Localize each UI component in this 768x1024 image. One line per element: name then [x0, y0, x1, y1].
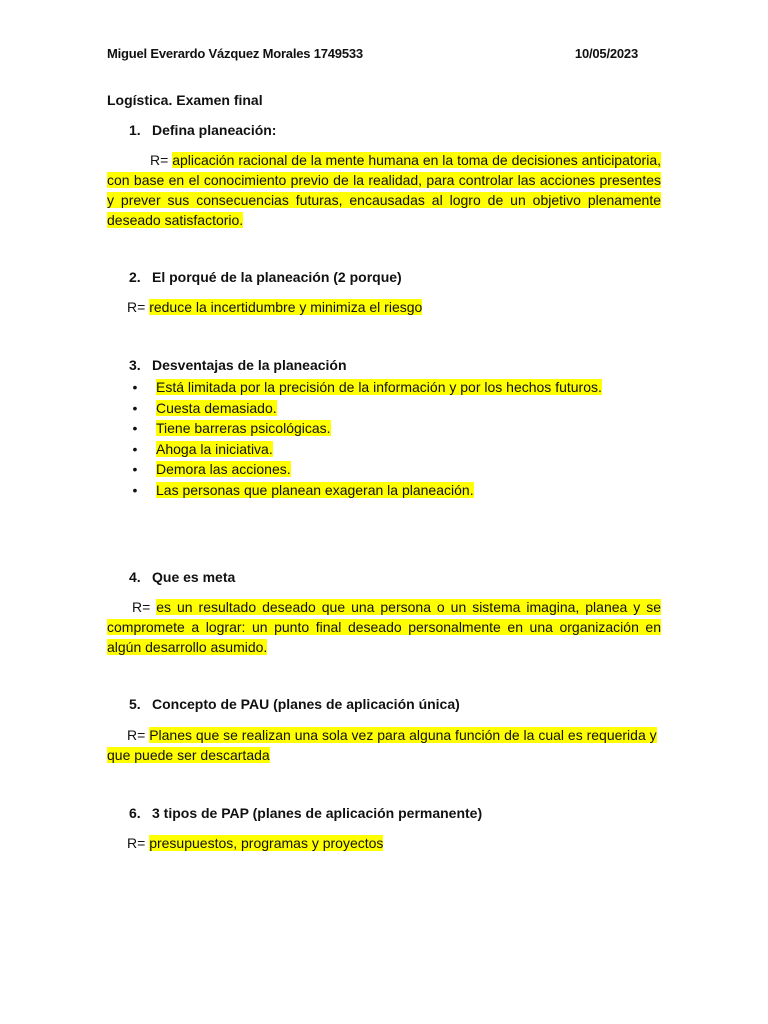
question-4-heading [129, 569, 235, 585]
list-item: • Las personas que planean exageran la planeación. [129, 480, 669, 501]
answer-1 [107, 150, 661, 230]
author-name: Miguel Everardo Vázquez Morales 1749533 [107, 46, 363, 61]
bullet-icon: • [132, 440, 138, 457]
question-2-heading [129, 269, 402, 285]
answer-prefix: R= [150, 152, 169, 168]
answer-text: reduce la incertidumbre y minimiza el riesgo [149, 299, 423, 315]
answer-6 [107, 833, 661, 853]
question-5-heading [129, 696, 460, 712]
document-date: 10/05/2023 [574, 46, 638, 61]
question-1-heading [129, 122, 276, 138]
answer-text: aplicación racional de la mente humana en la toma de decisiones anticipatoria, con base en el conocimiento previo de la realidad, para controlar las acciones presentes y prever sus consecuencias futuras, encausadas al logro de un objetivo plenamente deseado satisfactorio. [107, 152, 662, 228]
question-number: 4. [129, 569, 141, 585]
answer-prefix: R= [127, 835, 146, 851]
question-number: 2. [129, 269, 141, 285]
answer-text: Planes que se realizan una sola vez para alguna función de la cual es requerida y que puede ser descartada [107, 727, 657, 763]
list-item: • Cuesta demasiado. [129, 398, 669, 419]
disadvantages-list [129, 377, 669, 500]
answer-4 [107, 597, 661, 657]
answer-prefix: R= [127, 727, 146, 743]
answer-prefix: R= [127, 299, 146, 315]
bullet-icon: • [132, 461, 138, 477]
list-item: • Está limitada por la precisión de la información y por los hechos futuros. [129, 377, 669, 398]
answer-prefix: R= [132, 599, 151, 615]
bullet-icon: • [132, 379, 138, 395]
question-6-heading [129, 805, 482, 821]
list-item: • Tiene barreras psicológicas. [129, 418, 669, 439]
question-text: Defina planeación: [152, 122, 277, 138]
question-text: El porqué de la planeación (2 porque) [152, 269, 402, 285]
bullet-icon: • [132, 399, 138, 416]
question-text: Concepto de PAU (planes de aplicación única) [152, 696, 460, 712]
question-number: 3. [129, 357, 141, 373]
list-item: • Ahoga la iniciativa. [129, 439, 669, 460]
question-number: 5. [129, 696, 141, 712]
answer-text: presupuestos, programas y proyectos [149, 835, 384, 851]
question-text: 3 tipos de PAP (planes de aplicación permanente) [152, 805, 483, 821]
answer-text: es un resultado deseado que una persona o un sistema imagina, planea y se compromete a lograr: un punto final deseado personalmente en una organización en algún desarrollo asumido. [107, 599, 662, 655]
bullet-icon: • [132, 481, 138, 498]
question-text: Que es meta [152, 569, 236, 585]
answer-2 [107, 297, 661, 317]
bullet-icon: • [132, 420, 138, 436]
question-number: 1. [129, 122, 141, 138]
question-number: 6. [129, 805, 141, 821]
list-item: • Demora las acciones. [129, 459, 669, 480]
question-text: Desventajas de la planeación [152, 357, 347, 373]
answer-5 [107, 725, 661, 765]
document-title: Logística. Examen final [107, 92, 263, 108]
question-3-heading [129, 357, 347, 373]
